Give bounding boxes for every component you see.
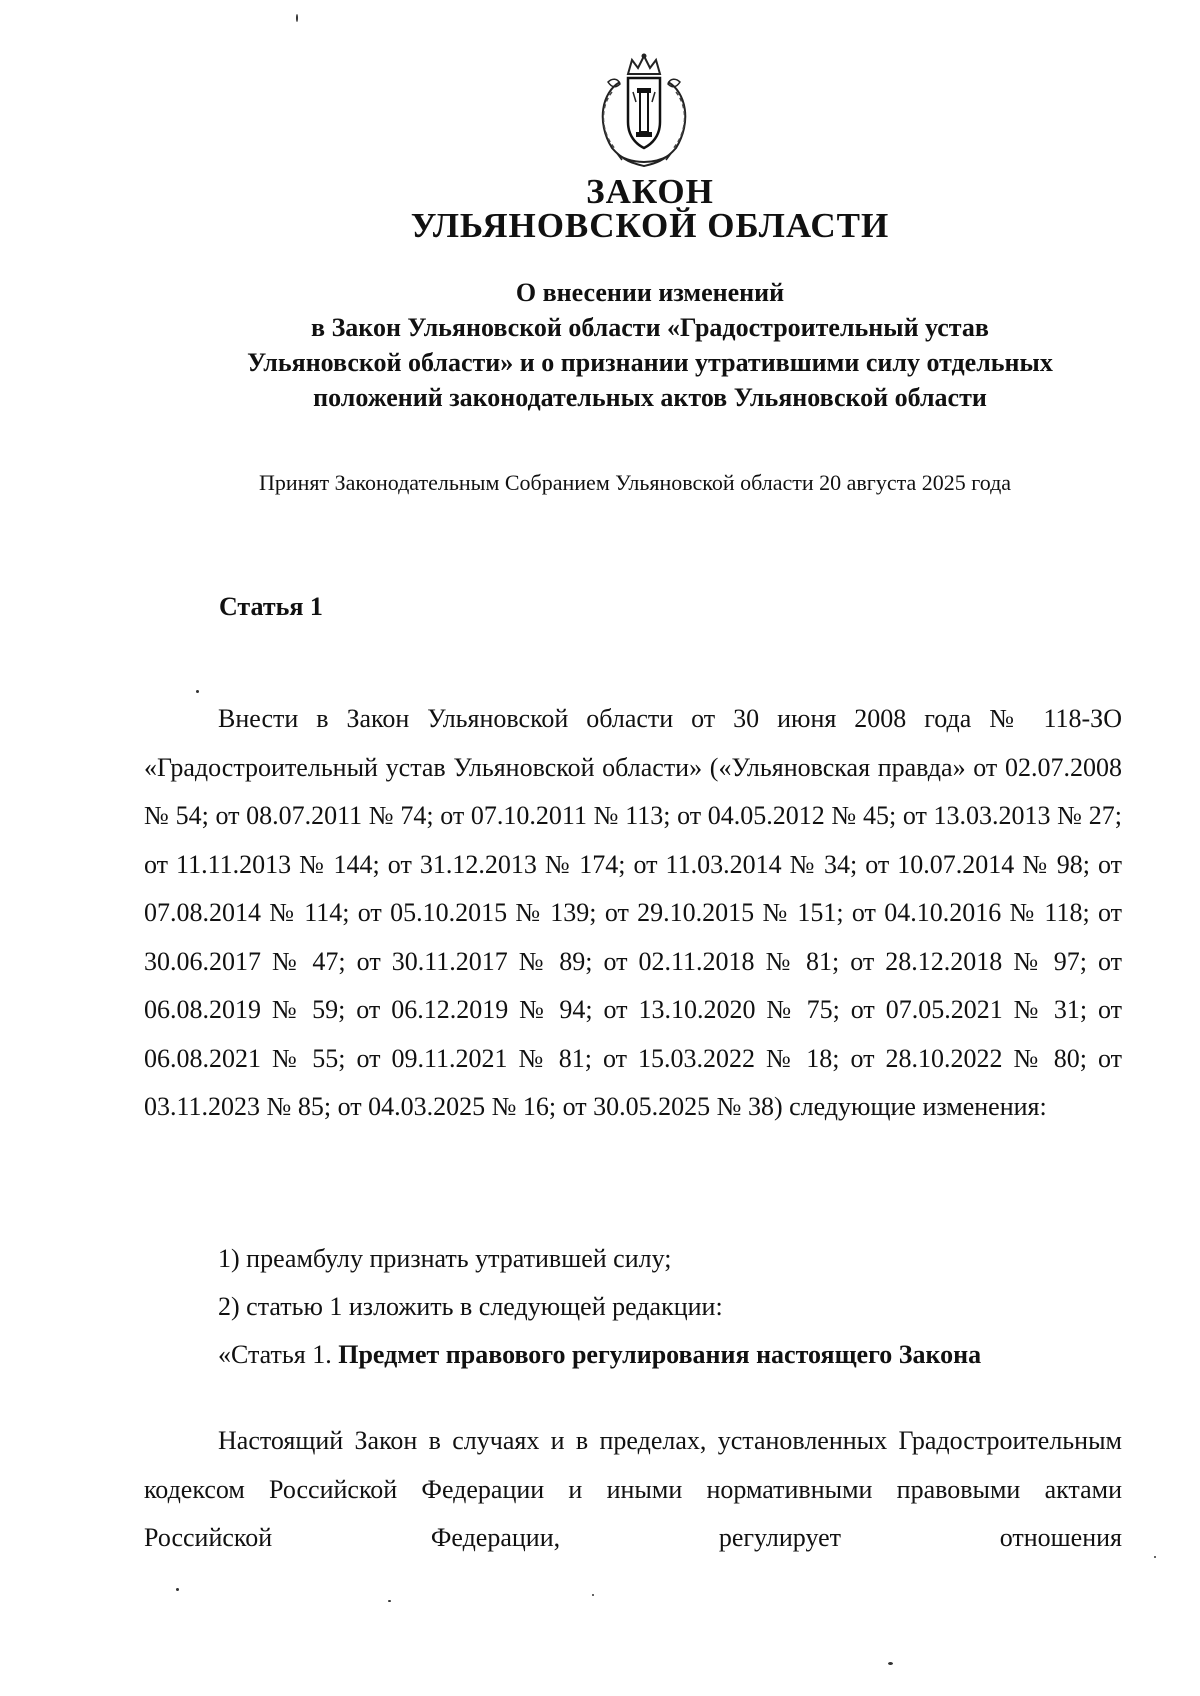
amendment-item-1: 1) преамбулу признать утратившей силу;: [218, 1244, 672, 1273]
article-heading: Статья 1: [219, 592, 323, 621]
new-article-paragraph: Настоящий Закон в случаях и в пределах, установленных Градостроительным кодексом Российской Федерации и иными нормативными правовыми актами Российской Федерации, регулирует отношения: [144, 1426, 1122, 1552]
adoption-note: Принят Законодательным Собранием Ульяновской области 20 августа 2025 года: [258, 470, 1012, 495]
region-title: УЛЬЯНОВСКОЙ ОБЛАСТИ: [410, 206, 890, 245]
scan-speck: [196, 690, 199, 693]
subtitle-line: положений законодательных актов Ульяновской области: [313, 383, 987, 412]
scan-speck: [592, 1594, 594, 1596]
new-article-prefix: «Статья 1.: [218, 1340, 339, 1369]
subtitle-line: в Закон Ульяновской области «Градостроительный устав: [311, 313, 989, 342]
scan-speck: [388, 1600, 391, 1602]
subtitle-line: Ульяновской области» и о признании утратившими силу отдельных: [247, 348, 1053, 377]
law-title: ЗАКОН: [586, 172, 714, 211]
scan-speck: [888, 1662, 893, 1665]
new-article-heading: [218, 1338, 981, 1372]
scan-speck: [296, 14, 298, 22]
law-subtitle: [150, 275, 1150, 415]
amendment-item-2: 2) статью 1 изложить в следующей редакции:: [218, 1292, 723, 1321]
coat-of-arms-icon: [590, 52, 698, 170]
subtitle-line: О внесении изменений: [515, 278, 785, 307]
scan-speck: [1154, 1556, 1156, 1558]
new-article-title: Предмет правового регулирования настоящего Закона: [338, 1340, 982, 1369]
scan-speck: [176, 1588, 179, 1591]
article-main-paragraph: Внести в Закон Ульяновской области от 30 июня 2008 года № 118-ЗО «Градостроительный устав Ульяновской области» («Ульяновская правда» от 02.07.2008 № 54; от 08.07.2011 № 74; от 07.10.2011 № 113; от 04.05.2012 № 45; от 13.03.2013 № 27; от 11.11.2013 № 144; от 31.12.2013 № 174; от 11.03.2014 № 34; от 10.07.2014 № 98; от 07.08.2014 № 114; от 05.10.2015 № 139; от 29.10.2015 № 151; от 04.10.2016 № 118; от 30.06.2017 № 47; от 30.11.2017 № 89; от 02.11.2018 № 81; от 28.12.2018 № 97; от 06.08.2019 № 59; от 06.12.2019 № 94; от 13.10.2020 № 75; от 07.05.2021 № 31; от 06.08.2021 № 55; от 09.11.2021 № 81; от 15.03.2022 № 18; от 28.10.2022 № 80; от 03.11.2023 № 85; от 04.03.2025 № 16; от 30.05.2025 № 38) следующие изменения:: [144, 704, 1122, 1121]
